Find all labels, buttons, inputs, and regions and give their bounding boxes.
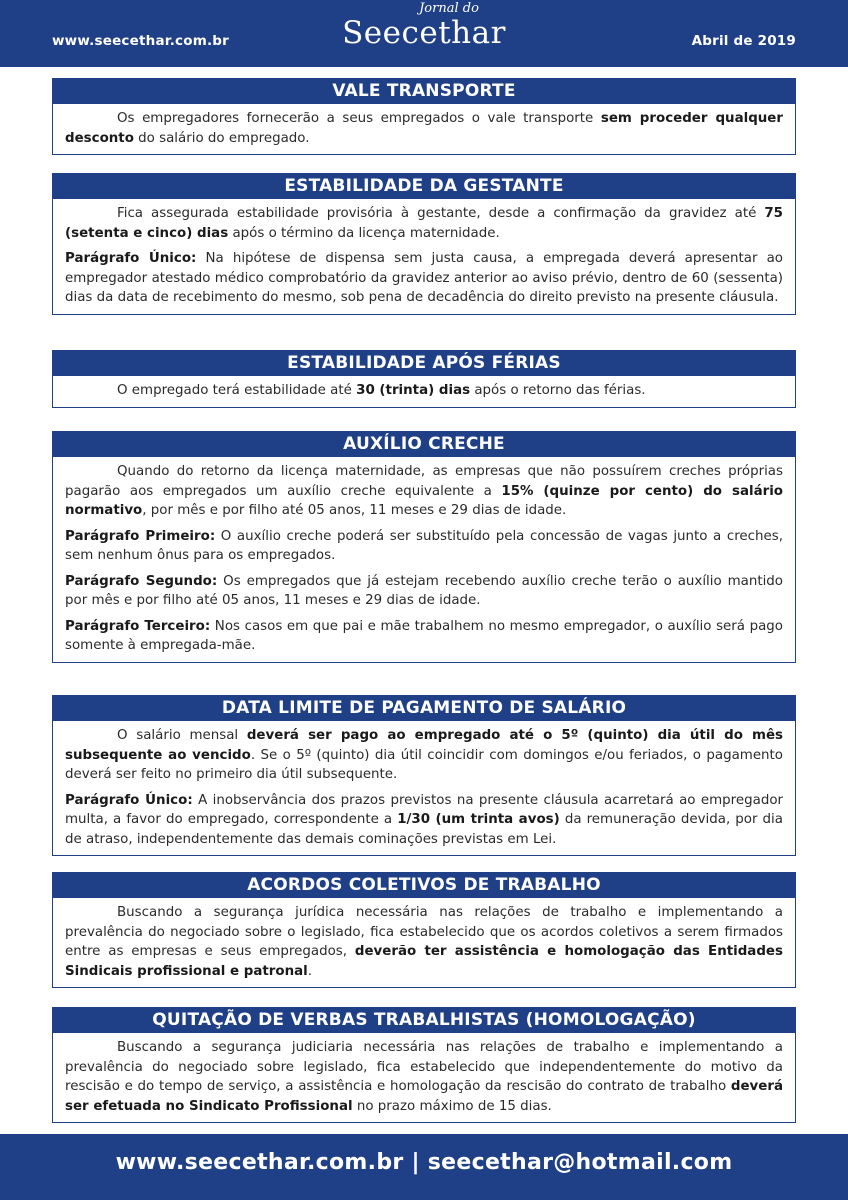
brand-name: Seecethar: [342, 15, 506, 51]
footer-contact[interactable]: www.seecethar.com.br | seecethar@hotmail.com: [115, 1150, 733, 1175]
page-header: [0, 0, 848, 67]
paragraph-unico: Parágrafo Único: A inobservância dos prazos previstos na presente cláusula acarretará ao empregador multa, a favor do empregado, correspondente a 1/30 (um trinta avos) da remuneração devida, por dia de atraso, independentemente das demais cominações previstas em Lei.: [65, 792, 784, 847]
section-title: VALE TRANSPORTE: [53, 79, 795, 104]
paragraph-unico: Parágrafo Único: Na hipótese de dispensa sem justa causa, a empregada deverá apresentar ao empregador atestado médico comprobatório da gravidez anterior ao aviso prévio, dentro de 60 (sessenta) dias da data de recebimento do mesmo, sob pena de decadência do direito previsto na presente cláusula.: [65, 251, 783, 305]
paragraph: Os empregadores fornecerão a seus empregados o vale transporte sem proceder qualquer desconto do salário do empregado.: [65, 111, 783, 146]
section-title: ESTABILIDADE DA GESTANTE: [53, 174, 795, 199]
paragraph-primeiro: Parágrafo Primeiro: O auxílio creche poderá ser substituído pela concessão de vagas junto a creches, sem nenhum ônus para os empregados.: [65, 528, 783, 563]
page-footer: [0, 1134, 848, 1200]
header-date: Abril de 2019: [691, 33, 796, 49]
brand-small-text: Jornal do: [419, 1, 479, 16]
section-auxilio-creche: [52, 431, 796, 663]
section-title: AUXÍLIO CRECHE: [53, 432, 795, 457]
paragraph: Fica assegurada estabilidade provisória à gestante, desde a confirmação da gravidez até 75 (setenta e cinco) dias após o término da licença maternidade.: [65, 206, 783, 241]
section-title: DATA LIMITE DE PAGAMENTO DE SALÁRIO: [53, 696, 795, 721]
paragraph-segundo: Parágrafo Segundo: Os empregados que já estejam recebendo auxílio creche terão o auxílio mantido por mês e por filho até 05 anos, 11 meses e 29 dias de idade.: [65, 573, 783, 608]
section-estabilidade-gestante: [52, 173, 796, 315]
section-title: ESTABILIDADE APÓS FÉRIAS: [53, 351, 795, 376]
header-website[interactable]: www.seecethar.com.br: [52, 33, 230, 49]
paragraph: Buscando a segurança jurídica necessária nas relações de trabalho e implementando a prevalência do negociado sobre o legislado, fica estabelecido que os acordos coletivos a serem firmados entre as empresas e seus empregados, deverão ter assistência e homologação das Entidades Sindicais profissional e patronal.: [65, 905, 783, 979]
section-vale-transporte: [52, 78, 796, 155]
paragraph: Quando do retorno da licença maternidade, as empresas que não possuírem creches próprias pagarão aos empregados um auxílio creche equivalente a 15% (quinze por cento) do salário normativo, por mês e por filho até 05 anos, 11 meses e 29 dias de idade.: [65, 464, 783, 518]
section-title: ACORDOS COLETIVOS DE TRABALHO: [53, 873, 795, 898]
section-quitacao-verbas: [52, 1007, 796, 1123]
section-acordos-coletivos: [52, 872, 796, 988]
section-estabilidade-ferias: [52, 350, 796, 408]
section-title: QUITAÇÃO DE VERBAS TRABALHISTAS (HOMOLOGAÇÃO): [53, 1008, 795, 1033]
section-pagamento-salario: [52, 695, 796, 856]
paragraph-terceiro: Parágrafo Terceiro: Nos casos em que pai e mãe trabalhem no mesmo empregador, o auxílio será pago somente à empregada-mãe.: [65, 618, 783, 653]
paragraph: Buscando a segurança judiciaria necessária nas relações de trabalho e implementando a prevalência do negociado sobre legislado, fica estabelecido que independentemente do motivo da rescisão e do tempo de serviço, a assistência e homologação da rescisão do contrato de trabalho deverá ser efetuada no Sindicato Profissional no prazo máximo de 15 dias.: [65, 1040, 783, 1114]
paragraph: O salário mensal deverá ser pago ao empregado até o 5º (quinto) dia útil do mês subsequente ao vencido. Se o 5º (quinto) dia útil coincidir com domingos e/ou feriados, o pagamento deverá ser feito no primeiro dia útil subsequente.: [65, 728, 783, 782]
paragraph: O empregado terá estabilidade até 30 (trinta) dias após o retorno das férias.: [117, 383, 646, 398]
